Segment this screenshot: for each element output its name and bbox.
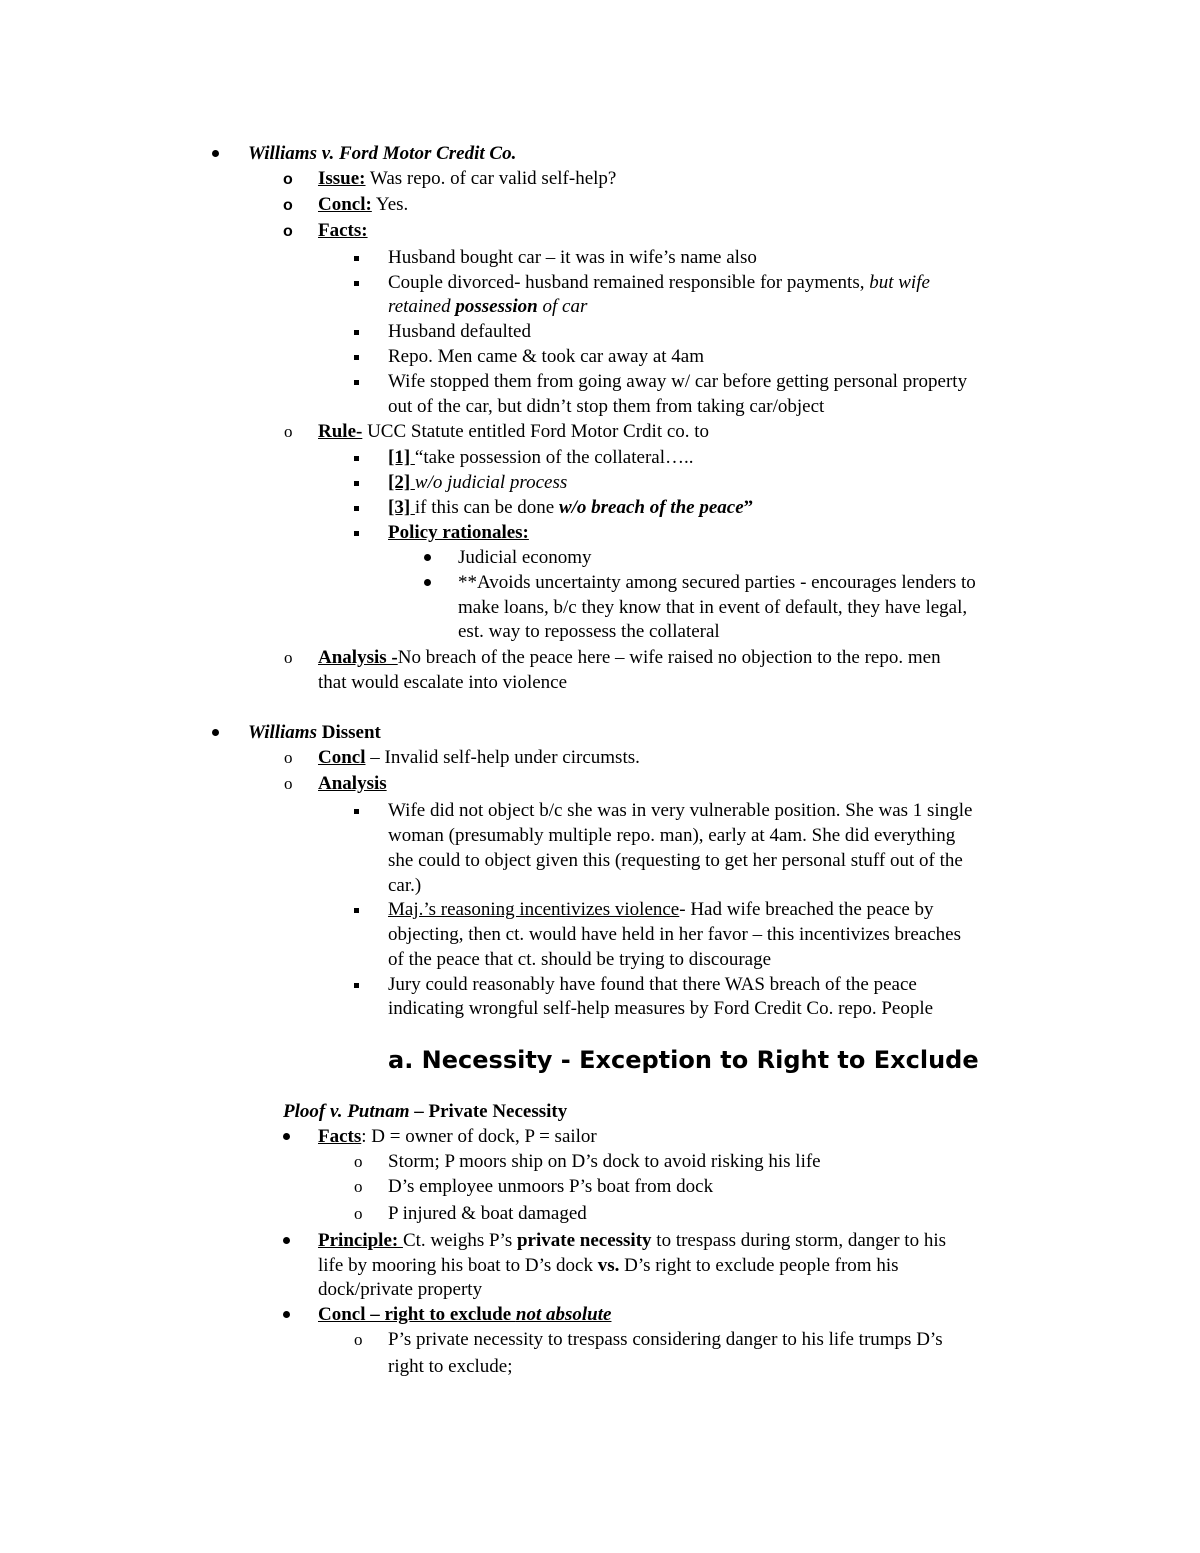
fact-item: Repo. Men came & took car away at 4am	[388, 346, 705, 367]
ploof-facts-line: Facts: D = owner of dock, P = sailor	[318, 1126, 597, 1147]
fact-item: Couple divorced- husband remained responsible for payments, but wife	[388, 272, 930, 293]
bullet-square	[354, 506, 359, 511]
dissent-analysis-item-continued: objecting, then ct. would have held in her favor – this incentivizes breaches	[388, 924, 961, 945]
bullet-o: o	[354, 1177, 363, 1196]
dissent-analysis-item-continued: she could to object given this (requesting to get her personal stuff out of the	[388, 850, 963, 871]
bullet-o: o	[284, 422, 293, 441]
ploof-concl-item: P’s private necessity to trespass considering danger to his life trumps D’s	[388, 1329, 943, 1350]
rule-item: [3] if this can be done w/o breach of the peace”	[388, 497, 754, 518]
bullet-square	[354, 330, 359, 335]
bullet-o: o	[354, 1152, 363, 1171]
dissent-analysis-item-continued: car.)	[388, 875, 422, 896]
policy-item-continued: make loans, b/c they know that in event of default, they have legal,	[458, 597, 968, 618]
ploof-fact-item: P injured & boat damaged	[388, 1203, 587, 1224]
case-title-ploof: Ploof v. Putnam – Private Necessity	[283, 1101, 568, 1122]
analysis-line-continued: that would escalate into violence	[318, 672, 568, 693]
bullet-square	[354, 983, 359, 988]
principle-line-continued: dock/private property	[318, 1279, 483, 1300]
dissent-analysis-item-continued: woman (presumably multiple repo. man), early at 4am. She did everything	[388, 825, 956, 846]
concl-line: Concl: Yes.	[318, 194, 409, 215]
fact-item: Husband defaulted	[388, 321, 531, 342]
ploof-concl-line: Concl – right to exclude not absolute	[318, 1304, 612, 1325]
policy-item: **Avoids uncertainty among secured parties - encourages lenders to	[458, 572, 976, 593]
rule-item: [2] w/o judicial process	[388, 472, 568, 493]
analysis-line: Analysis -No breach of the peace here – wife raised no objection to the repo. men	[318, 647, 941, 668]
bullet-o: o	[354, 1204, 363, 1223]
dissent-analysis-item-continued: indicating wrongful self-help measures by Ford Credit Co. repo. People	[388, 998, 934, 1019]
principle-line-continued: life by mooring his boat to D’s dock vs. D’s right to exclude people from his	[318, 1255, 899, 1276]
dissent-analysis-item: Jury could reasonably have found that there WAS breach of the peace	[388, 974, 917, 995]
ploof-concl-item-continued: right to exclude;	[388, 1356, 513, 1377]
issue-line: Issue: Was repo. of car valid self-help?	[318, 168, 617, 189]
ploof-fact-item: Storm; P moors ship on D’s dock to avoid risking his life	[388, 1151, 821, 1172]
principle-line: Principle: Ct. weighs P’s private necessity to trespass during storm, danger to his	[318, 1230, 947, 1251]
bullet-square	[354, 281, 359, 286]
bullet-dot	[212, 729, 219, 736]
bullet-dot	[424, 554, 431, 561]
section-heading: a. Necessity - Exception to Right to Exclude	[388, 1046, 979, 1074]
bullet-o: o	[284, 648, 293, 667]
fact-item: Wife stopped them from going away w/ car before getting personal property	[388, 371, 968, 392]
bullet-square	[354, 908, 359, 913]
policy-item: Judicial economy	[458, 547, 592, 568]
policy-rationales-label: Policy rationales:	[388, 522, 529, 543]
ploof-fact-item: D’s employee unmoors P’s boat from dock	[388, 1176, 714, 1197]
bullet-square	[354, 481, 359, 486]
bullet-o: o	[284, 774, 293, 793]
case-title-williams: Williams v. Ford Motor Credit Co.	[248, 143, 517, 164]
bullet-o: o	[283, 197, 293, 214]
fact-item-continued: out of the car, but didn’t stop them from taking car/object	[388, 396, 825, 417]
facts-label: Facts:	[318, 220, 368, 241]
bullet-dot	[283, 1311, 290, 1318]
bullet-square	[354, 531, 359, 536]
bullet-square	[354, 256, 359, 261]
bullet-o: o	[354, 1330, 363, 1349]
rule-item: [1] “take possession of the collateral…..	[388, 447, 694, 468]
bullet-o: o	[283, 171, 293, 188]
fact-item-continued: retained possession of car	[388, 296, 588, 317]
bullet-square	[354, 380, 359, 385]
rule-line: Rule- UCC Statute entitled Ford Motor Crdit co. to	[318, 421, 710, 442]
bullet-dot	[212, 150, 219, 157]
dissent-analysis-item: Wife did not object b/c she was in very vulnerable position. She was 1 single	[388, 800, 973, 821]
bullet-o: o	[283, 223, 293, 240]
dissent-analysis-label: Analysis	[318, 773, 387, 794]
dissent-analysis-item: Maj.’s reasoning incentivizes violence- Had wife breached the peace by	[388, 899, 934, 920]
bullet-o: o	[284, 748, 293, 767]
policy-item-continued: est. way to repossess the collateral	[458, 621, 720, 642]
bullet-square	[354, 809, 359, 814]
bullet-square	[354, 355, 359, 360]
dissent-analysis-item-continued: of the peace that ct. should be trying to discourage	[388, 949, 772, 970]
dissent-title: Williams Dissent	[248, 722, 381, 743]
dissent-concl-line: Concl – Invalid self-help under circumsts.	[318, 747, 640, 768]
bullet-square	[354, 456, 359, 461]
bullet-dot	[283, 1237, 290, 1244]
bullet-dot	[283, 1133, 290, 1140]
fact-item: Husband bought car – it was in wife’s name also	[388, 247, 757, 268]
bullet-dot	[424, 579, 431, 586]
